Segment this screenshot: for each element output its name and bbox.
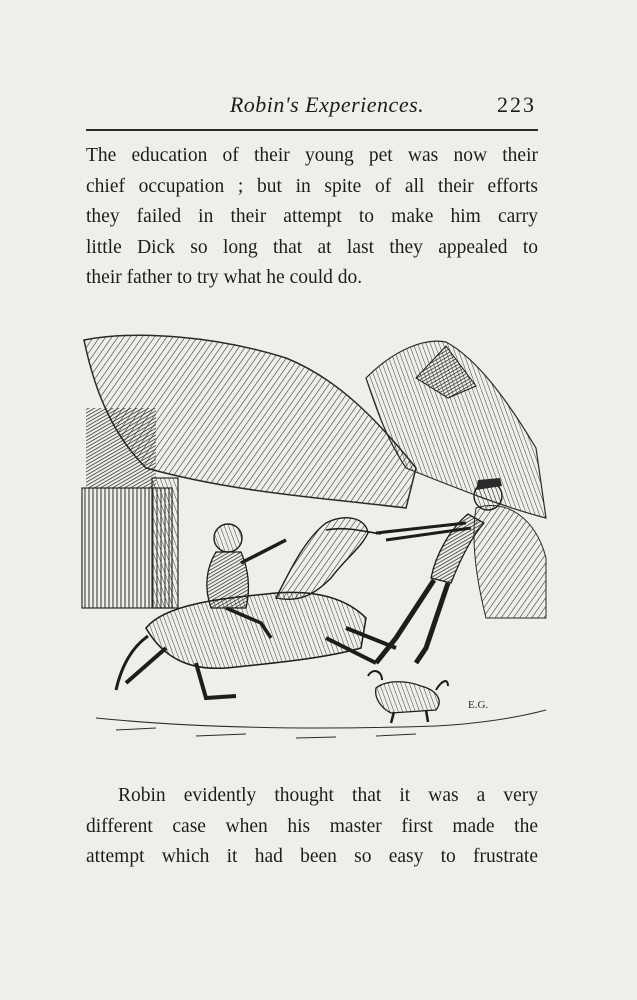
text-line: they failed in their attempt to make him carry bbox=[86, 206, 538, 227]
running-head bbox=[86, 86, 538, 126]
artist-signature: E.G. bbox=[468, 699, 489, 711]
engraving-icon bbox=[76, 318, 550, 750]
illustration-engraving bbox=[76, 318, 550, 750]
page-number: 223 bbox=[497, 92, 536, 117]
text-line: their father to try what he could do. bbox=[86, 267, 363, 288]
text-line: little Dick so long that at last they appealed to bbox=[86, 236, 538, 258]
text-line: chief occupation ; but in spite of all their efforts bbox=[86, 175, 538, 197]
running-title: Robin's Experiences. bbox=[229, 92, 425, 117]
paragraph-1 bbox=[86, 141, 538, 294]
text-line: The education of their young pet was now their bbox=[86, 145, 538, 166]
text-line: attempt which it had been so easy to frustrate bbox=[86, 846, 538, 867]
header-rule bbox=[86, 129, 538, 131]
paragraph-2 bbox=[86, 781, 538, 873]
text-line: Robin evidently thought that it was a very bbox=[118, 785, 538, 806]
text-line: different case when his master first made the bbox=[86, 815, 538, 837]
